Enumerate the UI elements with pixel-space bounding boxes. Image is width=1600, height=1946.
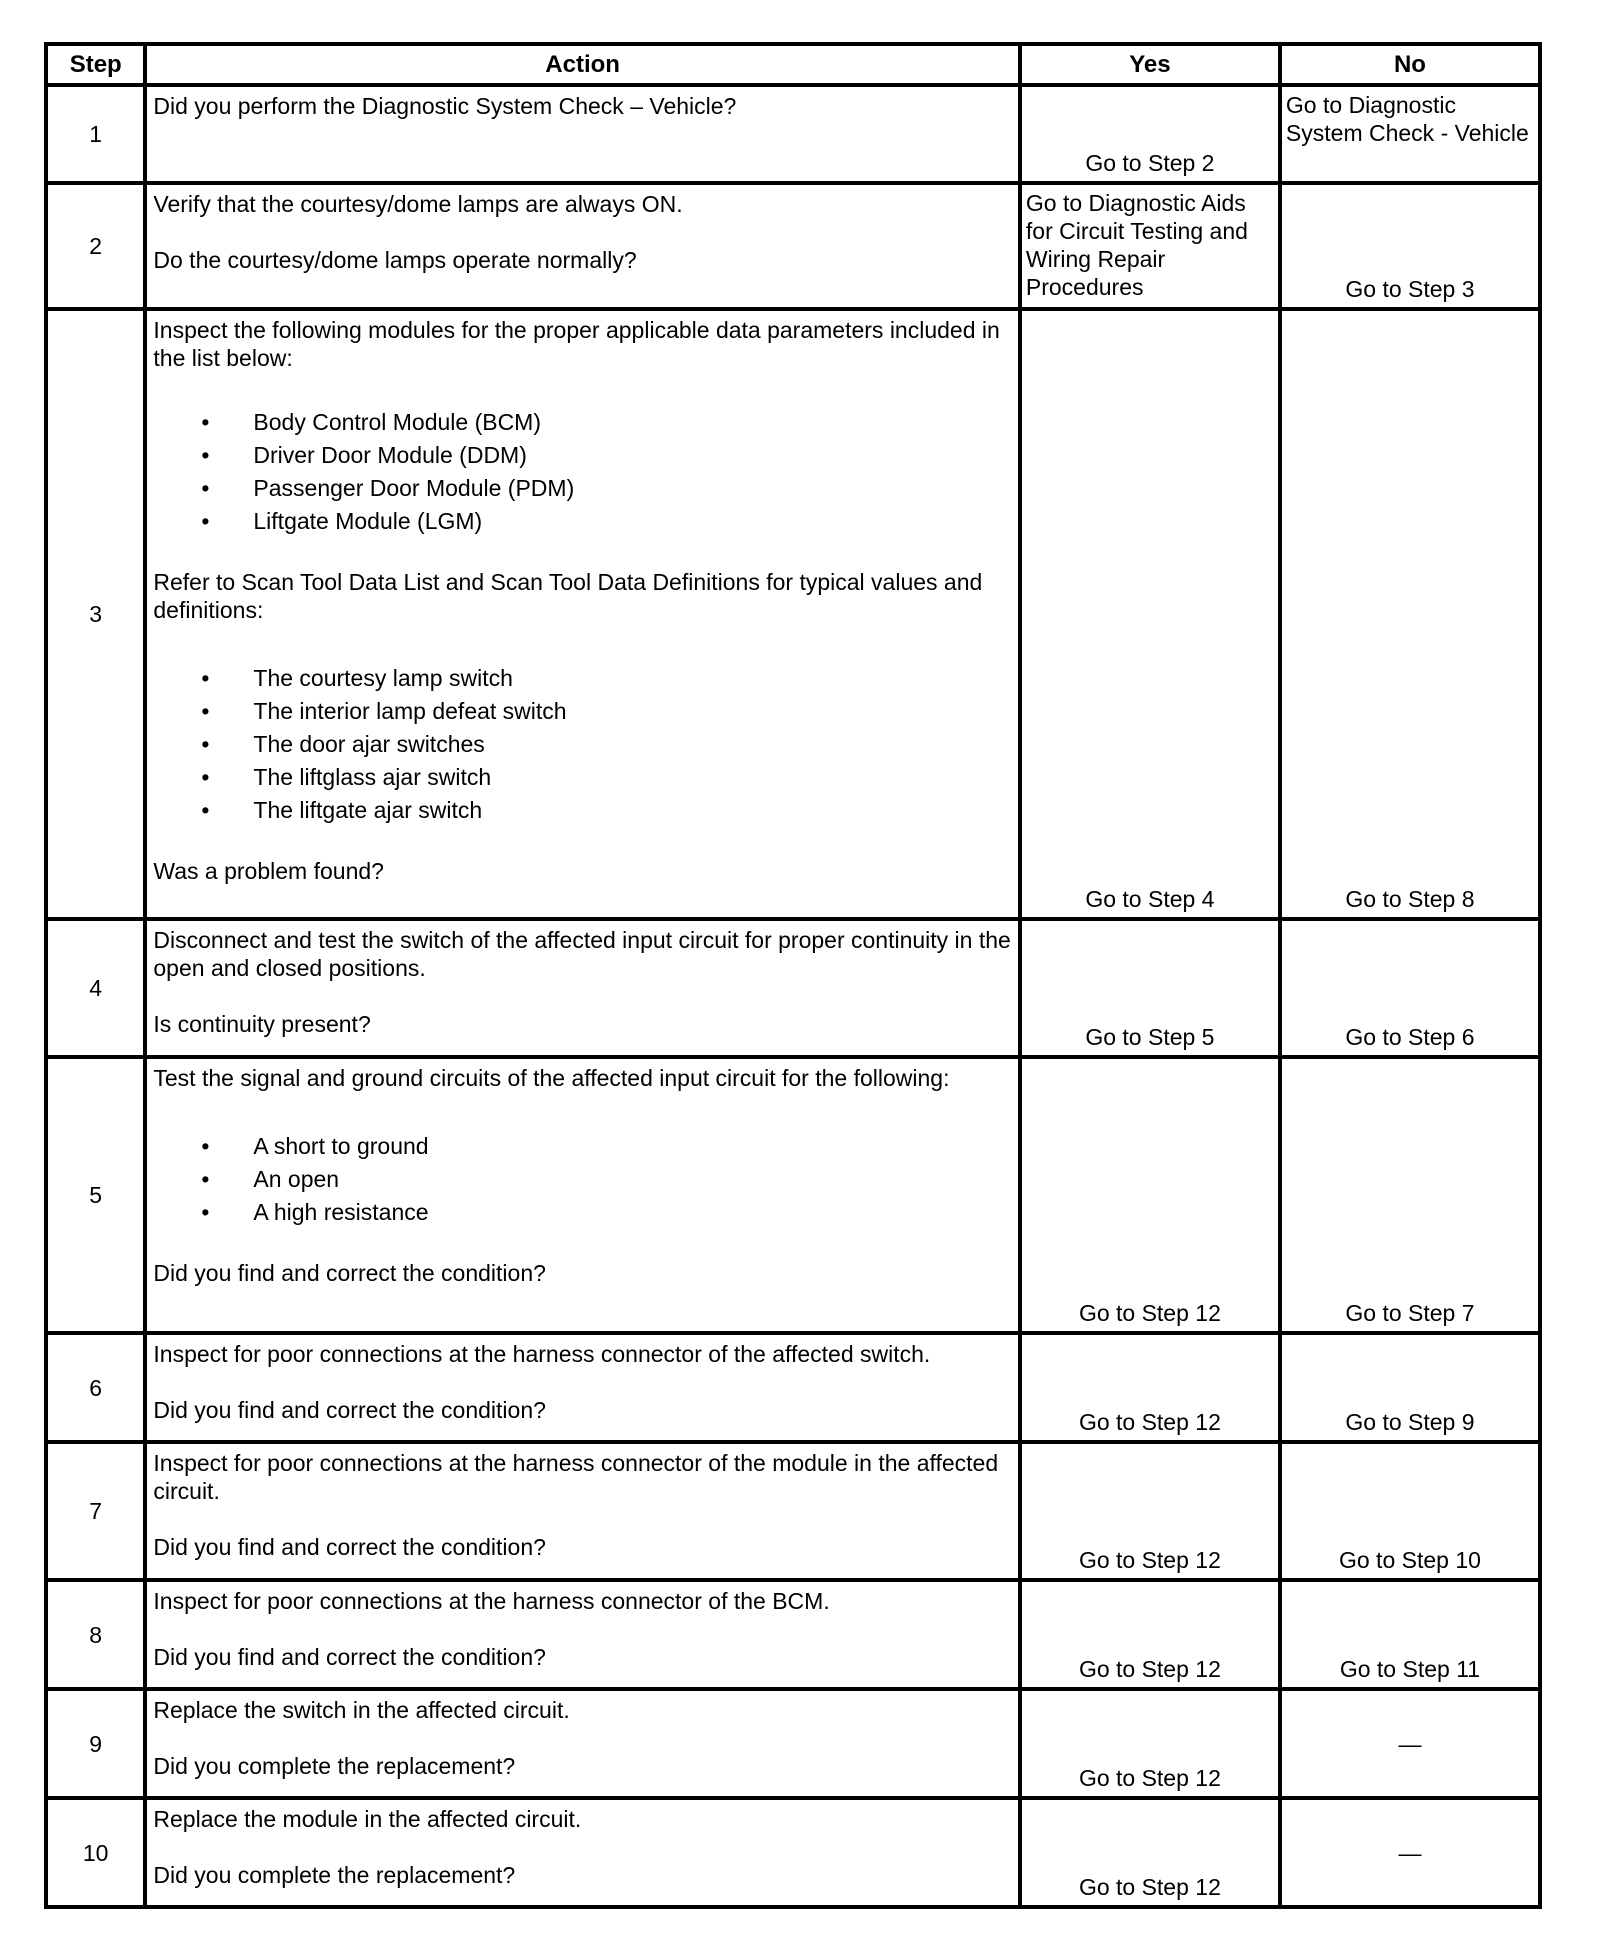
yes-result: Go to Step 12 xyxy=(1020,1333,1280,1442)
no-result: Go to Step 7 xyxy=(1280,1057,1540,1333)
action-text: Inspect the following modules for the proper applicable data parameters included in the list below: xyxy=(153,317,1000,371)
list-item: • A short to ground xyxy=(253,1130,1012,1163)
yes-result: Go to Step 12 xyxy=(1020,1798,1280,1907)
action-text: Replace the switch in the affected circuit. xyxy=(153,1697,570,1723)
no-result: Go to Step 8 xyxy=(1280,309,1540,919)
yes-result: Go to Step 2 xyxy=(1020,85,1280,183)
list-item: • Liftgate Module (LGM) xyxy=(253,505,1012,538)
table-row xyxy=(46,1333,1540,1442)
condition-list xyxy=(153,1130,1012,1229)
table-row xyxy=(46,85,1540,183)
action-text: Disconnect and test the switch of the affected input circuit for proper continuity in the open and closed positions. xyxy=(153,927,1011,981)
action-cell xyxy=(145,919,1020,1057)
no-result: — xyxy=(1280,1689,1540,1798)
list-item: • Passenger Door Module (PDM) xyxy=(253,472,1012,505)
yes-result: Go to Step 12 xyxy=(1020,1580,1280,1689)
yes-result: Go to Step 12 xyxy=(1020,1689,1280,1798)
action-question: Is continuity present? xyxy=(153,1011,371,1037)
header-step: Step xyxy=(46,44,145,85)
no-result: Go to Step 9 xyxy=(1280,1333,1540,1442)
list-item: • The liftgate ajar switch xyxy=(253,794,1012,827)
action-question: Do the courtesy/dome lamps operate normally? xyxy=(153,247,637,273)
list-item: • The interior lamp defeat switch xyxy=(253,695,1012,728)
list-item: • The door ajar switches xyxy=(253,728,1012,761)
diagnostic-table xyxy=(44,42,1542,1909)
step-number: 9 xyxy=(46,1689,145,1798)
step-number: 6 xyxy=(46,1333,145,1442)
action-question: Did you find and correct the condition? xyxy=(153,1534,546,1560)
yes-result: Go to Step 5 xyxy=(1020,919,1280,1057)
module-list xyxy=(153,406,1012,538)
step-number: 2 xyxy=(46,183,145,309)
table-row xyxy=(46,919,1540,1057)
table-row xyxy=(46,1798,1540,1907)
action-text-2: Refer to Scan Tool Data List and Scan Tool Data Definitions for typical values and definitions: xyxy=(153,569,983,623)
table-row xyxy=(46,183,1540,309)
action-cell xyxy=(145,183,1020,309)
header-action: Action xyxy=(145,44,1020,85)
yes-result: Go to Step 4 xyxy=(1020,309,1280,919)
table-row xyxy=(46,309,1540,919)
header-yes: Yes xyxy=(1020,44,1280,85)
list-item: • An open xyxy=(253,1163,1012,1196)
action-cell xyxy=(145,1580,1020,1689)
action-cell xyxy=(145,85,1020,183)
action-cell xyxy=(145,1442,1020,1580)
action-question: Did you find and correct the condition? xyxy=(153,1397,546,1423)
action-text: Verify that the courtesy/dome lamps are always ON. xyxy=(153,191,683,217)
action-question: Did you find and correct the condition? xyxy=(153,1260,546,1286)
list-item: • A high resistance xyxy=(253,1196,1012,1229)
action-cell xyxy=(145,1798,1020,1907)
no-result: Go to Step 6 xyxy=(1280,919,1540,1057)
action-cell xyxy=(145,1057,1020,1333)
yes-result: Go to Step 12 xyxy=(1020,1442,1280,1580)
yes-result: Go to Step 12 xyxy=(1020,1057,1280,1333)
header-no: No xyxy=(1280,44,1540,85)
action-question: Did you find and correct the condition? xyxy=(153,1644,546,1670)
action-cell xyxy=(145,309,1020,919)
action-question: Did you complete the replacement? xyxy=(153,1862,516,1888)
action-cell xyxy=(145,1689,1020,1798)
action-question: Was a problem found? xyxy=(153,858,384,884)
step-number: 4 xyxy=(46,919,145,1057)
step-number: 3 xyxy=(46,309,145,919)
table-row xyxy=(46,1442,1540,1580)
step-number: 10 xyxy=(46,1798,145,1907)
list-item: • The liftglass ajar switch xyxy=(253,761,1012,794)
action-text: Test the signal and ground circuits of the affected input circuit for the following: xyxy=(153,1065,950,1091)
action-text: Did you perform the Diagnostic System Check – Vehicle? xyxy=(153,93,737,119)
no-result: Go to Diagnostic System Check - Vehicle xyxy=(1280,85,1540,183)
no-result: Go to Step 3 xyxy=(1280,183,1540,309)
switch-list xyxy=(153,662,1012,827)
no-result: Go to Step 11 xyxy=(1280,1580,1540,1689)
step-number: 7 xyxy=(46,1442,145,1580)
step-number: 8 xyxy=(46,1580,145,1689)
action-question: Did you complete the replacement? xyxy=(153,1753,516,1779)
no-result: Go to Step 10 xyxy=(1280,1442,1540,1580)
yes-result: Go to Diagnostic Aids for Circuit Testing and Wiring Repair Procedures xyxy=(1020,183,1280,309)
action-text: Inspect for poor connections at the harness connector of the affected switch. xyxy=(153,1341,931,1367)
step-number: 1 xyxy=(46,85,145,183)
action-cell xyxy=(145,1333,1020,1442)
step-number: 5 xyxy=(46,1057,145,1333)
no-result: — xyxy=(1280,1798,1540,1907)
table-row xyxy=(46,1689,1540,1798)
list-item: • Driver Door Module (DDM) xyxy=(253,439,1012,472)
list-item: • Body Control Module (BCM) xyxy=(253,406,1012,439)
table-row xyxy=(46,1057,1540,1333)
action-text: Inspect for poor connections at the harness connector of the BCM. xyxy=(153,1588,830,1614)
list-item: • The courtesy lamp switch xyxy=(253,662,1012,695)
action-text: Replace the module in the affected circuit. xyxy=(153,1806,582,1832)
table-row xyxy=(46,1580,1540,1689)
action-text: Inspect for poor connections at the harness connector of the module in the affected circuit. xyxy=(153,1450,999,1504)
header-row xyxy=(46,44,1540,85)
